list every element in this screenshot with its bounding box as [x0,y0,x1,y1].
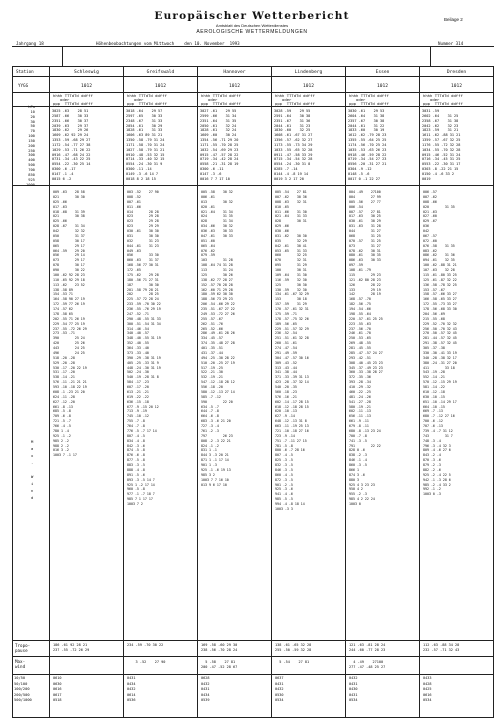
meta-divider [430,46,431,66]
column-divider [271,66,272,718]
significant-levels: 005 -54 27 81 007 -62 30 36 008 -63 32 31 010 -65 011 -66 31 30 021 -64 31 33 028 30 31 029 -66 030 -66 031 -62 30 30 035 32 29 042 -61 30 41 053 -65 31 33 060 32 25 070 32 31 095 31 29 100 30 31 109 -64 31 30 116 -59 32 30 125 30 30 130 -59 32 30 134 -61 -67 32 29 153 30 18 157 -59 31 29 170 -57 -61 32 31 175 -59 -71 178 -57 -75 32 26 189 -56 -65 229 -51 -57 32 29 236 -52 -54 251 -51 -61 32 28 260 -51 -61 274 -47 -54 291 -49 -59 304 -47 -57 30 16 309 -43 -52 313 -43 -44 341 -38 -44 371 -33 -39 31 13 423 -28 -37 32 14 540 -20 -35 560 -18 -23 576 -16 -21 602 -14 -17 28 15 618 -12 -18 28 15 620 -10 -13 627 -9 -14 648 -12 -13 31 8 663 -11 -19 25 13 721 -10 -18 27 16 723 -9 -14 751 -7 -11 27 15 781 -5 -8 800 -6 -7 28 16 807 -4 -5 825 -3 -5 832 -3 -5 846 -3 -5 860 -4 -5 872 -3 -5 901 -2 -5 925 -3 -6 941 -4 -6 985 -5 -5 994 -4 -8 18 14 1003 -3 3 [275,190,309,511]
column-headers: hhhh TTTdTd ddfff oder ppp TTTdTd ddfff [53,93,93,107]
wind-shear-data: 0628 0432 0431 0434 0539 [201,676,210,702]
significant-levels: 005 -58 30 32 006 -61 013 30 32 020 -61 021 -64 31 34 024 31 35 028 31 34 034 -66 30 32 036 -63 30 33 047 -61 30 33 051 -60 065 -64 076 -62 079 -59 103 31 28 108 -64 74 31 28 113 31 24 125 30 26 138 -62 77 28 27 152 -57 70 28 28 162 -60 71 29 28 180 -59 62 30 30 188 -56 73 29 23 206 -54 -66 29 22 235 -51 -67 27 22 249 -53 -72 27 26 255 -57 -67 262 -51 -76 265 -52 -66 286 -49 -61 28 26 334 -45 -57 374 -35 -48 27 28 401 -35 -51 431 -37 -44 494 -25 -30 28 22 510 -20 -25 27 19 517 -19 -25 522 -21 -30 532 -19 -21 547 -12 -18 28 12 556 -18 -20 580 -12 -13 27 14 585 -7 -12 590 22 20 634 -5 -7 644 -7 -8 664 -6 -8 683 -3 -6 21 20 727 -3 -4 761 -2 -3 797 26 23 808 -2 -3 22 21 824 -1 -2 831 1 -1 844 3 -3 20 21 871 1 -1 17 14 901 1 -3 925 -1 -6 19 13 985 3 2 1003 7 7 16 10 013 9 6 17 10 [201,190,235,487]
station-time: 1012 [376,84,389,89]
column-headers: hhhh TTTdTd ddfff oder ppp TTTdTd ddfff [423,93,463,107]
tropopause-data: 138 -61 -65 32 28 255 -50 -59 32 28 [275,643,312,652]
column-divider [345,66,346,718]
section-title: AEROLOGISCHE WETTERMELDUNGEN [196,29,308,35]
significant-levels: 009 -63 28 58 021 30 30 025 -66 017 -63 018 -68 31 39 021 30 38 025 -66 028 -67 31 34 042 32 32 050 31 37 058 30 17 065 29 17 064 -59 29 20 056 29 14 073 29 17 078 30 17 090 30 22 100 -62 92 28 23 110 -65 92 29 18 113 -62 23 52 138 -58 89 154 -53 71 164 -58 90 27 19 172 -59 77 26 19 174 -57 62 178 -58 65 202 -55 71 26 19 229 -54 77 25 19 237 -55 -72 26 29 273 -53 -71 390 25 24 420 25 26 443 24 25 496 24 25 518 -20 -28 529 -20 -28 530 -17 -20 22 19 531 -17 -20 538 -14 -21 576 -11 -21 21 21 593 -10 -18 22 19 608 -1 -23 21 20 624 -11 -28 627 -12 -20 661 -8 -13 685 -5 -8 709 -6 -8 721 -5 -7 766 -4 -5 780 1 -4 925 -1 -2 985 2 -2 988 2 -2 016 3 -2 1003 7 -1 17 [53,190,87,458]
significant-levels: 003 -52 27 90 008 -52 007 -61 011 -66 014 28 28 023 29 28 023 29 28 023 29 29 030 -61 30 30 031 30 30 032 31 23 044 -61 31 23 049 -63 056 33 30 060 -63 31 37 168 -56 77 30 31 172 -65 175 -62 29 28 180 -56 71 27 31 187 30 30 201 -58 79 28 21 202 28 25 225 -57 72 28 24 233 -59 -70 30 22 236 -55 -76 29 19 247 -52 -71 290 -48 -55 31 33 300 -51 -54 31 34 314 -46 -54 340 -40 -57 348 -40 -55 31 19 352 -40 -55 364 -33 -40 373 -33 -40 390 -29 -38 31 19 405 -25 -33 31 9 448 -24 -30 31 19 502 -24 -30 540 -19 -28 31 8 584 -17 -23 607 -17 -20 613 -21 -21 619 -22 -22 636 -15 -18 677 -9 -15 20 12 713 -9 -19 745 -10 -12 755 -7 -8 764 -7 -8 776 -5 -7 17 14 807 -4 -5 834 -4 -8 842 -3 -6 874 -5 -8 876 -6 -8 877 -5 -8 883 -3 -5 888 -4 -8 891 -5 -6 893 -3 -5 14 7 925 1 -2 17 14 960 -5 -8 977 -1 -7 18 7 985 7 1 17 17 1003 7 2 [127,190,161,506]
row-rule [12,640,494,641]
row-rule [12,185,494,186]
standard-levels: 3031 -59 2602 -64 31 25 2358 -67 31 38 2042 -62 32 23 1823 -59 31 21 1611 -62 -88 31 21 1359 -57 -67 32 25 1176 -55 -72 32 28 1034 -55 -70 32 28 0915 -46 -52 31 24 0716 -34 -45 31 25 0553 -22 -30 31 17 0303 -8 -22 21 15 0150 -4 -6 33 2 0019 [422,109,461,181]
tropopause-data: 121 -63 -81 28 24 244 -60 -77 28 23 [349,643,386,652]
meta-divider [62,46,63,66]
column-headers: hhhh TTTdTd ddfff oder ppp TTTdTd ddfff [127,93,167,107]
wind-shear-data: 0433 0428 0425 0616 0534 [423,676,432,702]
column-headers: hhhh TTTdTd ddfff oder ppp TTTdTd ddfff [349,93,389,107]
standard-levels: 3018 -64 29 57 2597 -65 30 33 2348 -67 31 33 2054 -61 30 29 1828 -61 31 33 1606 -63 89 31 21 1350 -58 -79 31 24 1171 -58 -70 31 24 1027 -58 -79 31 21 0910 -48 -53 32 15 0714 -33 -40 32 15 0554 -24 -30 31 9 0300 -11 -14 0149 -3 -6 14 7 0018 8 2 18 15 [126,109,165,181]
station-name: Hannover [223,70,246,75]
column-headers: hhhh TTTdTd ddfff oder ppp TTTdTd ddfff [201,93,241,107]
publisher-line: Amtsblatt des Deutschen Wetterdienstes [215,23,289,28]
beilage-label: Beilage 2 [444,17,463,22]
column-divider [49,66,50,718]
shear-layer-labels: 10/50 50/100 100/200 200/500 500/1000 [14,676,32,702]
row-rule [12,76,494,77]
max-wind-vertical-label: M a x . W i n d [31,439,34,500]
significant-levels: 004 -49 27100 004 27 99 005 -56 27 77 006 -54 007 -57 27 81 017 -63 30 25 030 -61 30 29 031 -63 31 28 044 31 27 068 31 25 070 -57 31 25 073 31 27 078 -62 30 31 080 -61 30 35 086 -63 30 33 097 -59 108 -61 -79 115 29 23 121 -62 80 28 23 126 28 22 133 29 19 142 28 19 168 -57 -70 182 -56 -75 194 -54 -66 198 -55 -64 220 -57 -61 25 25 223 -55 -63 237 -56 -70 246 -61 -70 250 -53 -65 269 -48 -55 281 -45 -55 285 -47 -57 24 27 293 -42 -51 308 -40 -45 23 23 345 -37 -49 23 23 360 -33 -38 28 27 372 -35 -36 393 -28 -34 410 -29 -32 460 -22 -25 481 -24 -26 541 -27 -28 580 -19 -21 602 -11 -13 656 -11 -13 661 -9 -11 679 -8 -11 680 -8 -13 23 24 700 -7 -8 741 -3 -5 791 22 22 828 0 -6 838 -2 -3 846 -1 -4 860 -3 -5 866 1 874 3 -6 880 3 925 4 3 23 23 950 4 2 955 -2 -3 985 4 2 22 24 1003 0 [349,190,383,506]
station-name: Lindenberg [294,70,323,75]
column-divider [419,66,420,718]
row-rule [12,656,494,657]
jahrgang-label: Jahrgang 18 [16,41,44,46]
standard-levels: 3030 -61 29 53 2604 -64 31 38 2357 -67 30 38 2044 -61 31 22 1833 -60 30 19 1612 -62 -79 28 23 1355 -55 -64 25 25 1174 -56 -70 25 24 1035 -53 -63 26 23 0918 -46 -59 28 22 0719 -34 -54 27 23 0556 -20 -31 27 21 0304 -9 -12 0148 -5 -6 0017 0 -1 22 27 [348,109,387,181]
station-time: 1012 [80,84,93,89]
max-wind-data: 3 -52 27 90 [127,660,166,664]
station-time: 1012 [154,84,167,89]
wind-shear-data: 0432 0431 0430 0431 0534 [349,676,358,702]
wind-shear-data: 0431 0434 0432 0614 0536 [127,676,136,702]
pressure-levels: hPa 10 20 30 50 70 100 150 200 250 300 400 500 700 850 925 1000 [26,105,35,187]
station-time: 1012 [302,84,315,89]
tropopause-data: 169 -58 -60 29 30 238 -56 -70 28 24 [201,643,238,652]
meta-rule [12,46,494,47]
station-time: 1012 [228,84,241,89]
tropopause-label: Tropo- pause [15,643,31,654]
wind-shear-data: 0610 0630 0616 0617 0518 [53,676,62,702]
max-wind-data: 5 -54 27 81 [275,660,310,664]
station-label: Station [16,69,34,74]
station-name: Essen [375,70,390,75]
observation-date: Höhenbeobachtungen vom Mittwoch den 10. November 1993 [96,41,240,46]
tropopause-data: 234 -59 -70 30 22 [127,643,164,647]
tropopause-data: 186 -61 92 28 21 237 -55 -72 26 29 [53,643,90,652]
time-label: YYGG [18,83,29,88]
column-divider [197,66,198,718]
standard-levels: 3025 -63 28 51 2587 -66 30 33 2351 -66 30 37 2039 -63 29 37 1830 -62 29 26 1609 -62 92 29 24 1353 -59 -68 29 27 1172 -54 -77 27 38 1029 -53 -71 26 22 0916 -47 -68 24 22 0731 -34 -43 22 25 0554 -22 -30 25 14 0300 -6 -17 0147 -1 -4 0015 6 -2 [52,109,91,181]
tropopause-data: 112 -63 -88 34 28 232 -57 -71 32 43 [423,643,460,652]
column-headers: hhhh TTTdTd ddfff oder ppp TTTdTd ddfff [275,93,315,107]
max-wind-label: Max- wind [15,659,26,670]
standard-levels: 3028 -59 29 55 2591 -64 30 38 2351 -67 31 36 2044 -61 31 23 1830 -60 32 25 1608 -61 -67 31 27 1356 -57 -62 32 27 1173 -55 -73 34 29 1033 -55 -65 32 28 0911 -47 -58 33 29 0715 -34 -54 32 28 0554 -24 -30 31 8 0285 -7 -14 0144 -4 -8 19 14 0019 3 2 17 20 [274,109,313,181]
station-name: Schleswig [74,70,99,75]
station-name: Dresden [446,70,467,75]
station-name: Greifswald [146,70,175,75]
issue-number: Nummer 314 [438,41,464,46]
station-time: 1012 [450,84,463,89]
row-rule [12,674,494,675]
max-wind-data: 5 -58 27 81 200 -47 -52 28 67 [201,660,238,669]
column-divider [123,66,124,718]
standard-levels: 3027 -61 29 55 2599 -66 31 34 2351 -64 31 35 2050 -61 32 24 1828 -61 32 24 1609 -60 30 24 1354 -56 -71 29 20 1171 -55 -70 28 25 1032 -54 -69 29 23 0915 -47 -57 28 22 0719 -34 -42 28 24 0558 -21 -31 28 19 0300 -6 -11 0147 -3 -6 0016 7 7 17 10 [200,109,239,181]
report-title: Europäischer Wetterbericht [154,10,350,22]
max-wind-data: 4 -49 27100 277 -47 -48 25 27 [349,660,386,669]
wind-shear-data: 0637 0431 0432 0530 0534 [275,676,284,702]
significant-levels: 006 -57 007 -62 008 -66 020 31 35 021 -63 027 -60 029 -67 036 042 067 -57 072 -60 076 -58 31 35 083 -62 086 -62 31 36 094 -61 32 35 100 -62 -88 31 21 107 -63 32 28 115 -61 -80 33 25 125 -61 -87 32 22 136 -58 -78 32 25 153 -57 -67 158 -57 -66 33 27 166 -58 -65 33 27 172 -55 -73 33 27 178 -56 -68 33 30 204 -56 -69 215 -55 -68 229 -52 -70 32 32 256 -50 -70 32 43 270 -50 -57 32 45 281 -44 -57 32 45 291 -38 -57 32 45 305 -37 -38 330 -30 -41 33 19 340 -28 -38 32 17 380 -24 -31 27 20 411 33 18 543 -19 -28 552 -14 -21 570 -12 -15 29 19 581 -14 -22 610 -12 -18 630 -10 -15 651 -10 -14 29 17 664 -10 -15 669 -7 -13 680 -7 -12 27 16 700 -6 -12 707 -6 -13 739 -4 -7 31 12 743 31 7 748 -3 -4 796 -3 -4 32 3 809 -4 -6 27 6 843 -2 -4 870 -3 -6 879 -2 -3 882 -2 -6 925 -2 -4 22 5 942 -1 -3 28 6 985 -2 -4 33 2 992 -1 -2 1003 0 -3 [423,190,457,497]
